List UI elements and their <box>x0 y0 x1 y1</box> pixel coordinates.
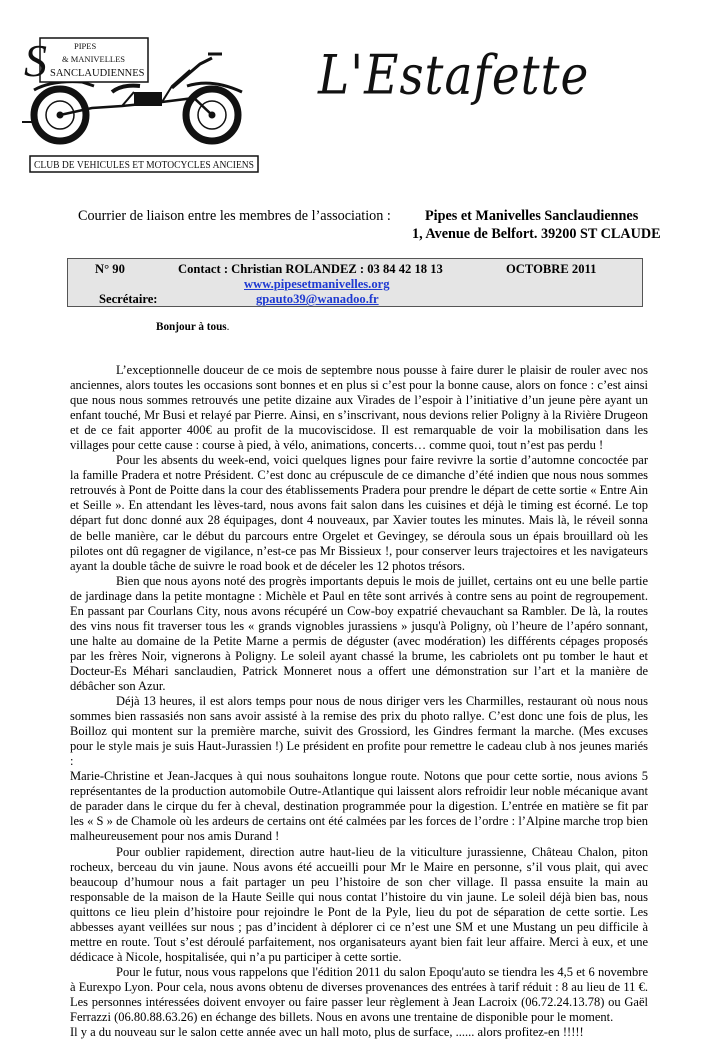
paragraph: L’exceptionnelle douceur de ce mois de septembre nous pousse à faire durer le plaisir de rouler avec nos anciennes, alors toutes les occasions sont bonnes et en plus si c’est pour la bonne cause, alors on fonce : c’est ainsi que nous nous sommes retrouvés une petite dizaine aux Virades de l’espoir à l’initiative d’un jeune père ayant un enfant touché, Mr Busi et relayé par Pierre. Ainsi, en s’inscrivant, nous devions relier Poligny à la Rivière Drugeon et de ce fait apporter 400€ au profit de la mucoviscidose. Il est remarquable de voir la mobilisation dans les villages pour cette cause : course à pied, à vélo, animations, concerts… comme quoi, tout n’est pas perdu ! <box>70 363 648 453</box>
association-address: 1, Avenue de Belfort. 39200 ST CLAUDE <box>412 226 661 242</box>
greeting <box>156 321 229 333</box>
contact-info: Contact : Christian ROLANDEZ : 03 84 42 18 13 <box>178 262 443 276</box>
greeting-text: Bonjour à tous <box>156 321 227 333</box>
greeting-punct: . <box>226 321 230 333</box>
paragraph: Déjà 13 heures, il est alors temps pour nous de nous diriger vers les Charmilles, restaurant où nous nous sommes bien rassasiés non sans avoir assisté à la remise des prix du photo rallye. C’est donc une fois de plus, les Boilloz qui montent sur la première marche, suivit des Grossiord, les Gindres fermant la marche. (Mes excuses pour le style mais je suis Haut-Jurassien !) Le président en profite pour remettre le cadeau club à nos jeunes mariés : <box>70 694 648 769</box>
paragraph: Pour oublier rapidement, direction autre haut-lieu de la viticulture jurassienne, Château Chalon, piton rocheux, berceau du vin jaune. Nous avons été accueilli pour Mr le Maire en personne, s’il vous plait, qui avec beaucoup d’humour nous a fait partager un peu l’histoire de son cher village. Il passa ensuite la main au responsable de la maison de la Haute Seille qui nous contat l’histoire du vin jaune. Le soleil déjà bien bas, nous quittons ce lieu plein d’histoire pour rejoindre le Pont de la Pyle, lieu du pot de séparation de cette sortie. Les abbesses ayant veillées sur nous ; pas d’incident à déplorer ci ce n’est une SM et une Mustang un peu difficile à mettre en route. Tout s’est déroulé parfaitement, nos organisateurs ayant bien fait leur affaire. Merci à eux, et une dédicace à Nicole, hospitalisée, qui n’a pu participer à cette sortie. <box>70 844 648 964</box>
svg-text:S: S <box>24 36 47 86</box>
secretary-label: Secrétaire: <box>99 292 158 306</box>
liaison-label: Courrier de liaison entre les membres de l’association : <box>78 208 391 224</box>
issue-number: N° 90 <box>95 262 125 276</box>
email-link[interactable]: gpauto39@wanadoo.fr <box>256 292 379 306</box>
paragraph: Pour les absents du week-end, voici quelques lignes pour faire revivre la sortie d’automne concoctée par la famille Pradera et notre Président. C’est donc au crépuscule de ce dimanche d’été indien que nous nous sommes retrouvés à Pont de Poitte dans la cour des établissements Pradera pour prendre le départ de cette sortie « Entre Ain et Seille ». En attendant les lèves-tard, nous avons fait salon dans les cuisines et déjà le timing est écorné. Le top départ fut donc donné aux 28 équipages, dont 4 nouveaux, par Xavier toutes les minutes. Mais là, le réveil sonna de belle manière, car le début du parcours entre Orgelet et Gevingey, se déroula sous un épais brouillard où les pilotes ont dû regagner de vigilance, n’est-ce pas Mr Bissieux !, pour conserver leurs trajectoires et les navigateurs ayant la double tâche de suivre le road book et de déceler les 12 photos trésors. <box>70 453 648 573</box>
info-box <box>67 258 643 307</box>
article-body <box>70 363 648 1040</box>
logo-line-1: PIPES <box>74 41 97 51</box>
logo-line-2: & MANIVELLES <box>62 54 126 64</box>
paragraph: Il y a du nouveau sur le salon cette année avec un hall moto, plus de surface, ...... alors profitez-en !!!!! <box>70 1025 584 1040</box>
club-logo <box>22 36 262 176</box>
association-name: Pipes et Manivelles Sanclaudiennes <box>425 208 639 224</box>
masthead-title: L'Estafette <box>318 44 590 108</box>
issue-date: OCTOBRE 2011 <box>506 262 597 276</box>
logo-line-3: SANCLAUDIENNES <box>50 68 145 79</box>
website-link[interactable]: www.pipesetmanivelles.org <box>244 277 390 291</box>
paragraph: Marie-Christine et Jean-Jacques à qui nous souhaitons longue route. Notons que pour cette sortie, nous avions 5 représentantes de la production automobile Outre-Atlantique qui laissent alors refroidir leur noble mécanique avant de parader dans le cirque du fer à cheval, destination programmée pour la digestion. L’entrée en matière se fit par les « S » de Chamole où les ardeurs de certains ont été calmées par les forces de l’ordre : l’Alpine marche trop bien malheureusement pour nos amis Durand ! <box>70 769 648 844</box>
paragraph: Pour le futur, nous vous rappelons que l'édition 2011 du salon Epoqu'auto se tiendra les 4,5 et 6 novembre à Eurexpo Lyon. Pour cela, nous avons obtenu de diverses provenances des entrées à tarif réduit : 8 au lieu de 11 €. Les personnes intéressées doivent envoyer ou faire passer leur règlement à Jean Lacroix (06.72.24.13.78) ou Gaël Ferrazzi (06.80.88.63.26) en échange des billets. Nous en avons une trentaine de disponible pour le moment. <box>70 964 648 1025</box>
paragraph: Bien que nous ayons noté des progrès importants depuis le mois de juillet, certains ont eu une belle partie de jardinage dans la petite montagne : Michèle et Paul en tête sont arrivés à contre sens au point de regroupement. En passant par Courlans City, nous avons récupéré un Cow-boy expatrié chevauchant sa Rambler. De là, la routes des vins nous fit traverser tous les « grands vignobles jurassiens » jusqu'à Poligny, où l’heure de l’apéro sonnant, une halte au domaine de la Petite Marne a permis de déguster (avec modération) les différents cépages proposés par les frères Noir, vignerons à Poligny. Le soleil ayant chassé la brume, les cabriolets ont pu tomber le haut et Docteur-Es Méhari sanclaudien, Patrick Monneret nous a offert une démonstration sur l’art et la manière de débâcher son Azur. <box>70 573 648 693</box>
logo-caption: CLUB DE VEHICULES ET MOTOCYCLES ANCIENS <box>34 160 255 171</box>
